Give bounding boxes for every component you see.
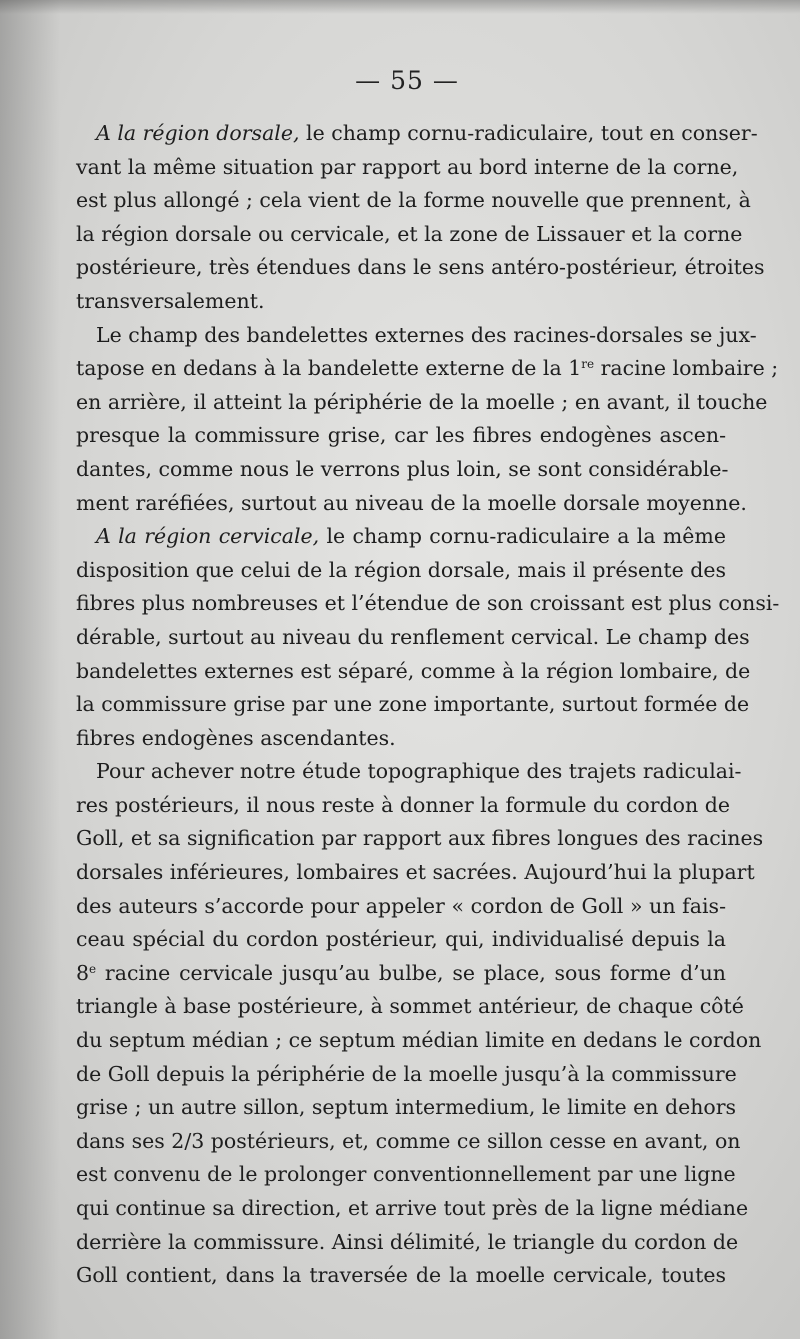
text-segment: racine cervicale jusqu’au bulbe, se place, sous forme d’un [96, 960, 726, 985]
text-line [76, 621, 750, 655]
text-line [76, 1058, 737, 1092]
text-segment: racine lombaire ; [594, 356, 779, 381]
text-segment: est convenu de le prolonger conventionnellement par une ligne [76, 1162, 736, 1187]
text-segment: est plus allongé ; cela vient de la forme nouvelle que prennent, à [76, 188, 751, 213]
text-line [76, 218, 743, 252]
text-line [76, 890, 726, 924]
text-line [76, 1125, 741, 1159]
text-segment: transversalement. [76, 288, 265, 313]
text-line [76, 755, 742, 789]
text-line [76, 688, 750, 722]
text-line [76, 487, 747, 521]
text-line [76, 319, 757, 353]
text-line [76, 722, 726, 756]
italic-text: A la région dorsale, [96, 121, 300, 145]
text-line [76, 822, 764, 856]
text-line [76, 957, 726, 991]
text-segment: la région dorsale ou cervicale, et la zone de Lissauer et la corne [76, 221, 743, 246]
text-segment: 8 [76, 960, 90, 985]
text-segment: ceau spécial du cordon postérieur, qui, individualisé depuis la [76, 927, 726, 952]
text-segment: des auteurs s’accorde pour appeler « cordon de Goll » un fais- [76, 893, 726, 918]
text-line [76, 856, 755, 890]
text-line [76, 1091, 737, 1125]
text-line [76, 1259, 726, 1293]
text-segment: du septum médian ; ce septum médian limite en dedans le cordon [76, 1028, 762, 1053]
text-line [76, 990, 744, 1024]
text-segment: presque la commissure grise, car les fibres endogènes ascen- [76, 423, 726, 448]
text-line [76, 1158, 736, 1192]
text-segment: le champ cornu-radiculaire a la même [319, 524, 726, 549]
text-line [76, 655, 751, 689]
page-number: — 55 — [355, 66, 459, 95]
text-segment: le champ cornu-radiculaire, tout en conser- [299, 121, 758, 145]
text-line [76, 453, 729, 487]
text-line [76, 1192, 749, 1226]
text-segment: res postérieurs, il nous reste à donner la formule du cordon de [76, 792, 730, 817]
text-segment: disposition que celui de la région dorsale, mais il présente des [76, 557, 726, 582]
text-segment: la commissure grise par une zone importante, surtout formée de [76, 692, 750, 717]
text-segment: dorsales inférieures, lombaires et sacrées. Aujourd’hui la plupart [76, 860, 755, 885]
superscript: re [581, 357, 595, 372]
text-line [76, 1226, 739, 1260]
text-segment: dans ses 2/3 postérieurs, et, comme ce sillon cesse en avant, on [76, 1128, 741, 1153]
text-segment: Le champ des bandelettes externes des racines-dorsales se jux- [96, 322, 757, 347]
text-segment: vant la même situation par rapport au bord interne de la corne, [76, 154, 739, 179]
text-line [76, 184, 751, 218]
text-segment: triangle à base postérieure, à sommet antérieur, de chaque côté [76, 994, 744, 1019]
text-segment: grise ; un autre sillon, septum intermedium, le limite en dehors [76, 1095, 737, 1120]
text-line [76, 352, 779, 386]
text-line [76, 419, 726, 453]
text-segment: ment raréfiées, surtout au niveau de la moelle dorsale moyenne. [76, 490, 747, 515]
text-line [76, 117, 758, 151]
text-segment: postérieure, très étendues dans le sens antéro-postérieur, étroites [76, 255, 765, 280]
text-segment: en arrière, il atteint la périphérie de la moelle ; en avant, il touche [76, 389, 768, 414]
text-segment: fibres endogènes ascendantes. [76, 725, 396, 750]
text-segment: Pour achever notre étude topographique des trajets radiculai- [96, 759, 742, 784]
text-segment: bandelettes externes est séparé, comme à la région lombaire, de [76, 658, 751, 683]
text-line [76, 151, 739, 185]
text-line [76, 1024, 762, 1058]
superscript: e [89, 961, 97, 976]
body-text [76, 117, 780, 1293]
text-line [76, 386, 768, 420]
text-segment: qui continue sa direction, et arrive tout près de la ligne médiane [76, 1196, 749, 1220]
text-segment: dérable, surtout au niveau du renflement cervical. Le champ des [76, 624, 750, 649]
text-line [76, 554, 726, 588]
text-segment: Goll, et sa signification par rapport aux fibres longues des racines [76, 826, 764, 851]
text-segment: Goll contient, dans la traversée de la moelle cervicale, toutes [76, 1263, 726, 1288]
text-segment: tapose en dedans à la bandelette externe de la 1 [76, 356, 582, 381]
text-line [76, 789, 730, 823]
text-line [76, 520, 726, 554]
text-line [76, 587, 780, 621]
text-line [76, 251, 765, 285]
text-segment: de Goll depuis la périphérie de la moelle jusqu’à la commissure [76, 1061, 737, 1086]
text-segment: dantes, comme nous le verrons plus loin, se sont considérable- [76, 456, 729, 481]
text-segment: fibres plus nombreuses et l’étendue de son croissant est plus consi- [76, 591, 780, 616]
text-line [76, 285, 726, 319]
italic-text: A la région cervicale, [96, 524, 320, 549]
text-line [76, 923, 726, 957]
text-segment: derrière la commissure. Ainsi délimité, le triangle du cordon de [76, 1229, 739, 1254]
